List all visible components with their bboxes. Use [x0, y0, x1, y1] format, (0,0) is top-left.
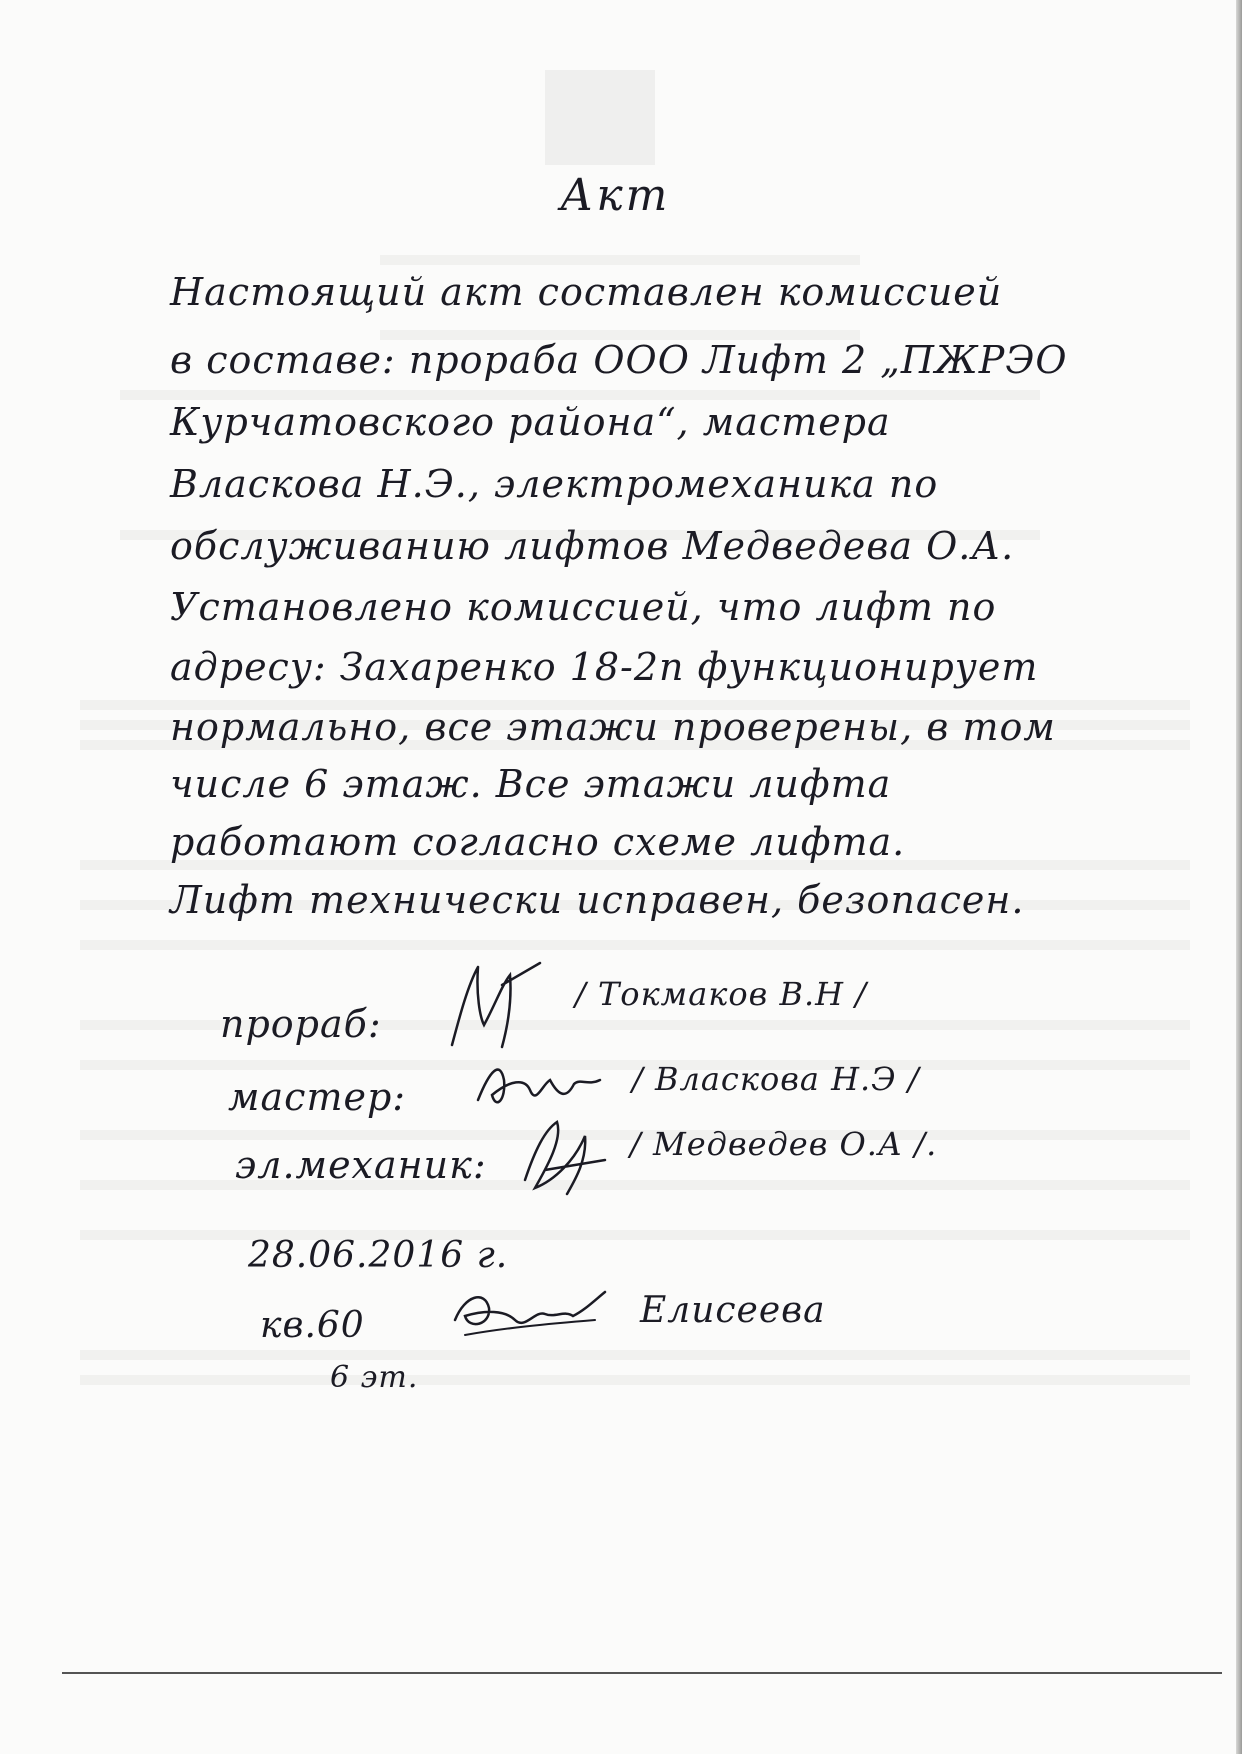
document-date: 28.06.2016 г. [248, 1235, 509, 1276]
signature-role-foreman: прораб: [220, 1002, 382, 1046]
apartment-number: кв.60 [260, 1305, 365, 1346]
body-line-4: Власкова Н.Э., электромеханика по [170, 462, 939, 506]
body-line-1: Настоящий акт составлен комиссией [170, 270, 1003, 314]
body-line-7: адресу: Захаренко 18-2п функционирует [170, 645, 1039, 689]
body-line-6: Установлено комиссией, что лифт по [170, 585, 997, 629]
show-through-line [80, 940, 1190, 950]
signature-name-electromechanic: / Медведев О.А /. [630, 1125, 938, 1163]
resident-signature-scribble [445, 1280, 615, 1350]
body-line-11: Лифт технически исправен, безопасен. [170, 878, 1025, 922]
signature-role-electromechanic: эл.механик: [235, 1143, 487, 1187]
resident-name: Елисеева [640, 1290, 826, 1331]
body-line-10: работают согласно схеме лифта. [170, 820, 906, 864]
body-line-3: Курчатовского района“, мастера [170, 400, 891, 444]
show-through-line [80, 1230, 1190, 1240]
signature-foreman-scribble [440, 955, 550, 1055]
show-through-line [120, 390, 1040, 400]
show-through-emblem [545, 70, 655, 165]
body-line-8: нормально, все этажи проверены, в том [170, 705, 1056, 749]
signature-electromechanic-scribble [505, 1110, 615, 1200]
scan-edge-shadow [1236, 0, 1242, 1754]
signature-role-master: мастер: [228, 1075, 407, 1119]
body-line-9: числе 6 этаж. Все этажи лифта [170, 762, 892, 806]
show-through-line [80, 1375, 1190, 1385]
page-bottom-rule [62, 1672, 1222, 1674]
show-through-line [380, 255, 860, 265]
signature-name-master: / Власкова Н.Э / [632, 1060, 920, 1098]
show-through-line [80, 1350, 1190, 1360]
document-title: Акт [560, 170, 671, 221]
body-line-5: обслуживанию лифтов Медведева О.А. [170, 524, 1015, 568]
floor-number: 6 эт. [330, 1360, 419, 1395]
body-line-2: в составе: прораба ООО Лифт 2 „ПЖРЭО [170, 338, 1068, 382]
signature-name-foreman: / Токмаков В.Н / [575, 975, 867, 1013]
